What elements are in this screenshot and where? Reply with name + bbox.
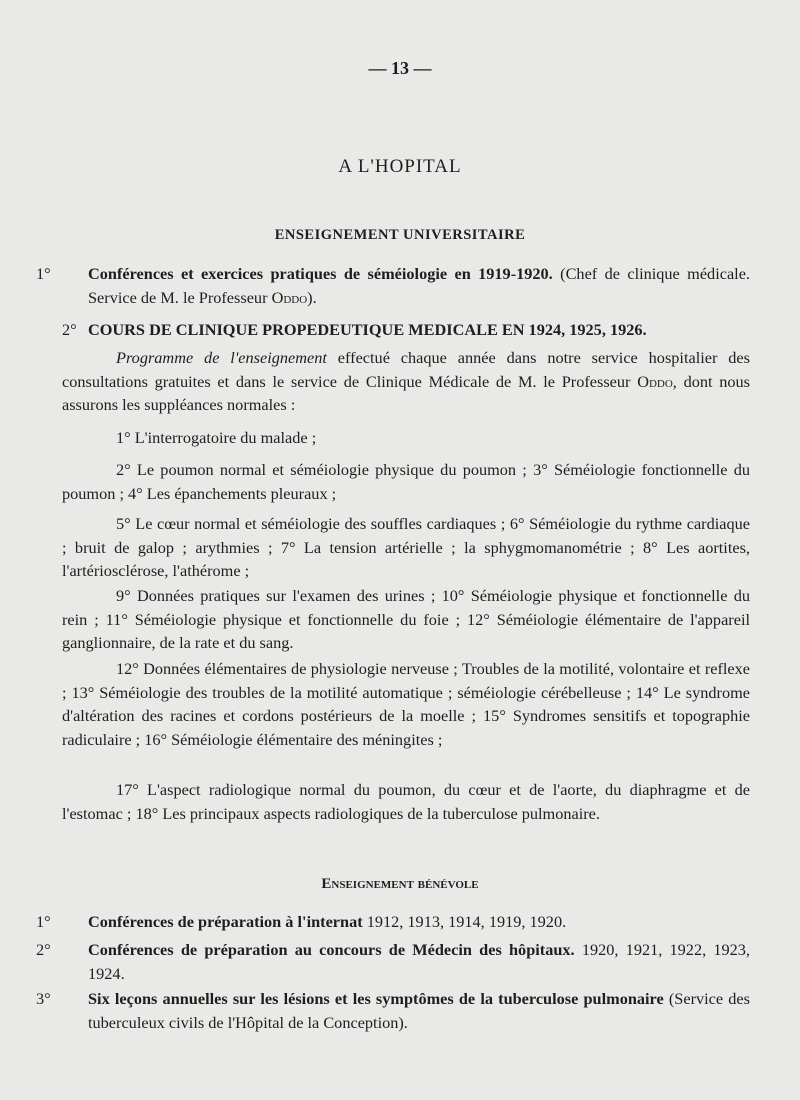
item-bold-text: Six leçons annuelles sur les lésions et les symptômes de la tuberculose pulmonaire [88,989,664,1008]
page-number: — 13 — [368,58,432,78]
lesson-paragraph-2: 2° Le poumon normal et séméiologie physique du poumon ; 3° Séméiologie fonctionnelle du poumon ; 4° Les épanchements pleuraux ; [62,460,750,503]
item-text: (Service des tuberculeux civils de l'Hôpital de la Conception). [88,989,750,1032]
heading-enseignement-universitaire: ENSEIGNEMENT UNIVERSITAIRE [274,227,526,243]
item-bold-text: COURS DE CLINIQUE PROPEDEUTIQUE MEDICALE EN 1924, 1925, 1926. [88,320,647,339]
item-text: (Chef de clinique médicale. Service de M. le Professeur [88,264,750,307]
lesson-paragraph-5: 12° Données élémentaires de physiologie nerveuse ; Troubles de la motilité, volontaire et reflexe ; 13° Séméiologie des troubles de la motilité automatique ; séméiologie cérébelleuse ; 14° Le syndrome d'altération des racines et cordons postérieurs de la moelle ; 15° Syndromes sensitifs et topographie radiculaire ; 16° Séméiologie élémentaire des méningites ; [62,659,750,749]
professor-name: Oddo [637,371,673,391]
item-number: 1° [36,264,51,283]
item-text: 1912, 1913, 1914, 1919, 1920. [362,912,567,931]
programme-text: effectué chaque année dans notre service hospitalier des consultations gratuites et dans le service de Clinique Médicale de M. le Professeur [62,348,750,391]
item-bold-text: Conférences de préparation au concours de Médecin des hôpitaux. [88,940,575,959]
item-text-end: ). [307,287,317,307]
benevole-item-3 [36,987,750,1034]
item-number: 1° [36,912,51,931]
lesson-paragraph-3: 5° Le cœur normal et séméiologie des souffles cardiaques ; 6° Séméiologie du rythme cardiaque ; bruit de galop ; arythmies ; 7° La tension artérielle ; la sphygmomanométrie ; 8° Les aortites, l'artériosclérose, l'athérome ; [62,514,750,580]
lesson-paragraph-1: 1° L'interrogatoire du malade ; [116,428,317,447]
item-bold-text: Conférences et exercices pratiques de séméiologie en 1919-1920. [88,264,553,283]
lesson-paragraph-6: 17° L'aspect radiologique normal du poumon, du cœur et de l'aorte, du diaphragme et de l'estomac ; 18° Les principaux aspects radiologiques de la tuberculose pulmonaire. [62,780,750,823]
heading-a-l-hopital: A L'HOPITAL [338,156,462,177]
programme-end: , dont nous assurons les suppléances normales : [62,371,750,414]
universitaire-item-1 [36,262,750,309]
professor-name: Oddo [271,287,308,307]
item-number: 2° [36,940,51,959]
lesson-paragraph-4: 9° Données pratiques sur l'examen des urines ; 10° Séméiologie physique et fonctionnelle du rein ; 11° Séméiologie physique et fonctionnelle du foie ; 12° Séméiologie élémentaire de l'appareil ganglionnaire, de la rate et du sang. [62,586,750,652]
item-bold-text: Conférences de préparation à l'internat [88,912,363,931]
universitaire-item-2 [62,318,750,342]
programme-italic: Programme de l'enseignement [116,348,327,367]
item-number: 2° [62,320,77,339]
item-number: 3° [36,989,51,1008]
heading-enseignement-benevole: Enseignement bénévole [321,876,479,892]
item-text: 1920, 1921, 1922, 1923, 1924. [88,940,750,983]
benevole-item-1 [36,910,750,934]
programme-paragraph [62,346,750,417]
benevole-item-2 [36,938,750,985]
